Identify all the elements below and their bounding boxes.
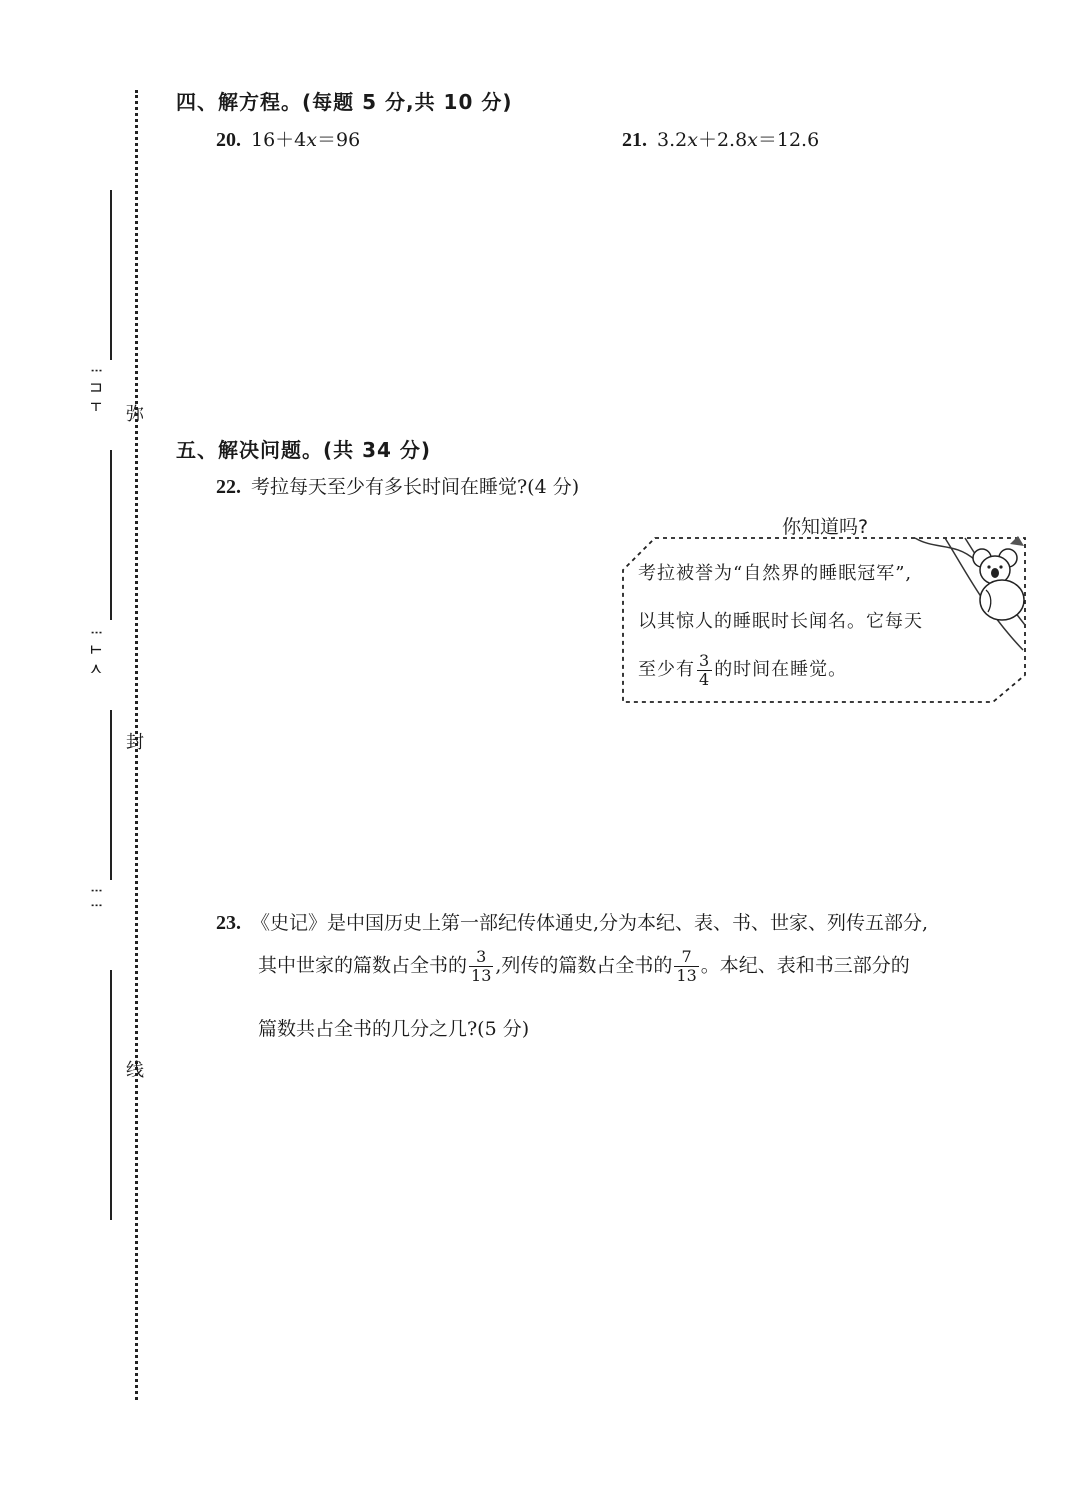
question-23-line-2 <box>258 948 910 985</box>
koala-icon <box>962 540 1032 625</box>
fraction-numerator: 3 <box>476 947 487 966</box>
fraction <box>469 948 493 985</box>
binding-line-segment <box>110 450 112 620</box>
question-number: 23. <box>216 912 241 934</box>
fraction <box>697 652 712 689</box>
equation-part: ＝96 <box>316 129 361 151</box>
question-22 <box>216 472 579 499</box>
info-line <box>638 646 968 694</box>
question-number: 21. <box>622 129 647 151</box>
question-text: ,列传的篇数占全书的 <box>495 954 673 977</box>
fraction-numerator: 3 <box>699 650 711 670</box>
info-text: 至少有 <box>638 659 695 680</box>
margin-mark: ⁝ ⁝ <box>87 888 106 908</box>
equation-part: ＋2.8 <box>697 129 748 151</box>
question-text: 考拉每天至少有多长时间在睡觉?(4 分) <box>251 476 580 498</box>
question-23-line-3: 篇数共占全书的几分之几?(5 分) <box>258 1018 530 1040</box>
fraction <box>674 948 698 985</box>
info-box-title: 你知道吗? <box>782 516 869 538</box>
equation-variable: x <box>306 129 317 151</box>
margin-mark: ⁝ ⊥ ≺ <box>87 630 106 674</box>
fraction-denominator: 13 <box>471 966 492 985</box>
margin-mark: ⁝ ⊓ ⊢ <box>87 368 106 412</box>
equation-part: ＝12.6 <box>757 129 820 151</box>
info-box-body <box>638 550 968 694</box>
margin-label-mi: 弥 <box>126 404 144 425</box>
info-text: 的时间在睡觉。 <box>714 659 848 680</box>
margin-label-xian: 线 <box>126 1060 144 1081</box>
info-line: 考拉被誉为“自然界的睡眠冠军”, <box>638 563 913 584</box>
margin-label-feng: 封 <box>126 732 144 753</box>
equation-part: 3.2 <box>657 129 688 151</box>
question-number: 22. <box>216 476 241 498</box>
fraction-denominator: 13 <box>676 966 697 985</box>
equation-variable: x <box>747 129 758 151</box>
info-line: 以其惊人的睡眠时长闻名。它每天 <box>638 611 923 632</box>
question-text: 其中世家的篇数占全书的 <box>258 954 468 977</box>
question-23-line-1 <box>216 908 928 935</box>
question-text: 《史记》是中国历史上第一部纪传体通史,分为本纪、表、书、世家、列传五部分, <box>251 912 929 934</box>
section-5-heading: 五、解决问题。(共 34 分) <box>176 438 432 462</box>
question-text: 。本纪、表和书三部分的 <box>700 954 910 977</box>
equation-part: 16＋4 <box>251 129 307 151</box>
fraction-numerator: 7 <box>681 947 692 966</box>
binding-line-segment <box>110 970 112 1220</box>
binding-line-segment <box>110 190 112 360</box>
binding-line-segment <box>110 710 112 880</box>
question-21 <box>622 125 819 152</box>
section-4-heading: 四、解方程。(每题 5 分,共 10 分) <box>176 90 513 114</box>
equation-variable: x <box>687 129 698 151</box>
question-20 <box>216 125 360 152</box>
fraction-denominator: 4 <box>699 669 711 689</box>
question-number: 20. <box>216 129 241 151</box>
